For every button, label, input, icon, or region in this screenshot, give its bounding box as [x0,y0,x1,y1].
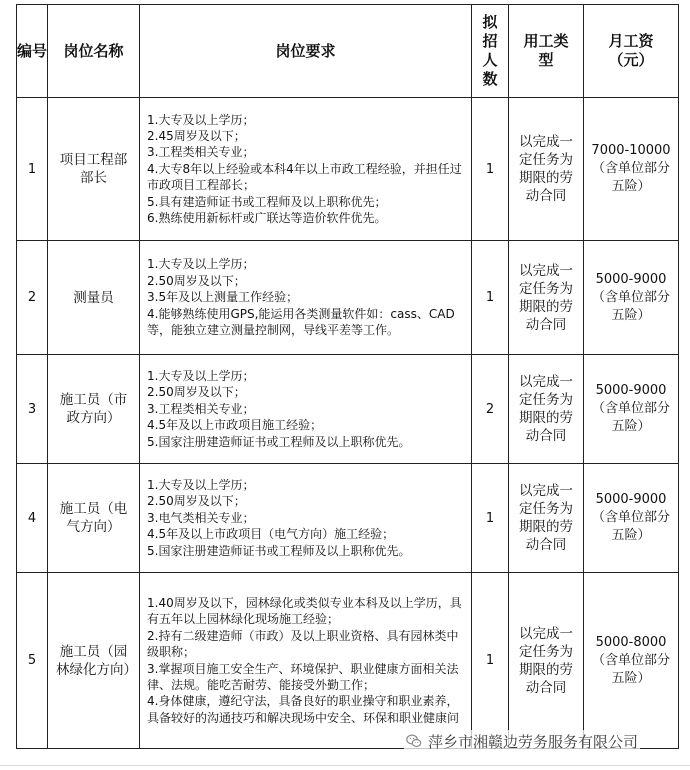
requirement-line: 3.工程类相关专业； [147,145,255,160]
table-row [17,355,679,464]
requirement-line: 4.5年及以上市政项目（电气方向）施工经验； [147,527,395,542]
row-number: 5 [17,573,48,749]
row-number: 1 [17,98,48,241]
row-salary: 5000-8000（含单位部分五险） [584,573,679,749]
row-requirements [140,98,472,241]
requirement-line: 6.熟练使用新标杆或广联达等造价软件优先。 [147,211,387,226]
requirement-line: 5.具有建造师证书或工程师及以上职称优先； [147,194,387,209]
requirement-line: 4.能够熟练使用GPS,能运用各类测量软件如：cass、CAD等，能独立建立测量控制网，导线平差等工作。 [147,306,455,338]
row-requirements [140,464,472,573]
row-employment-type: 以完成一定任务为期限的劳动合同 [509,464,584,573]
row-position: 测量员 [48,241,140,355]
requirement-line: 2.50周岁及以下； [147,494,246,509]
row-position: 施工员（园林绿化方向） [48,573,140,749]
wechat-icon [406,733,422,749]
watermark-text: 萍乡市湘赣边劳务服务有限公司 [428,732,639,751]
row-employment-type: 以完成一定任务为期限的劳动合同 [509,355,584,464]
row-position: 项目工程部部长 [48,98,140,241]
row-salary: 5000-9000（含单位部分五险） [584,241,679,355]
requirement-line: 1.大专及以上学历； [147,368,255,383]
requirement-line: 1.40周岁及以下，园林绿化或类似专业本科及以上学历，具有五年以上园林绿化现场施工经验； [147,595,462,627]
table-row [17,241,679,355]
requirement-line: 3.掌握项目施工安全生产、环境保护、职业健康方面相关法律、法规。能吃苦耐劳、能接受外勤工作； [147,661,459,692]
requirement-line: 3.工程类相关专业； [147,401,255,416]
header-salary: 月工资（元） [584,5,679,98]
row-employment-type: 以完成一定任务为期限的劳动合同 [509,241,584,355]
row-employment-type: 以完成一定任务为期限的劳动合同 [509,573,584,749]
table-row [17,464,679,573]
header-employment-type: 用工类型 [509,5,584,98]
row-employment-type: 以完成一定任务为期限的劳动合同 [509,98,584,241]
table-row [17,573,679,749]
row-number: 3 [17,355,48,464]
row-headcount: 1 [472,573,509,749]
row-salary: 5000-9000（含单位部分五险） [584,464,679,573]
requirement-line: 3.5年及以上测量工作经验； [147,290,299,305]
header-number: 编号 [17,5,48,98]
row-salary: 7000-10000（含单位部分五险） [584,98,679,241]
table-row [17,98,679,241]
row-position: 施工员（电气方向） [48,464,140,573]
requirement-line: 1.大专及以上学历； [147,257,255,272]
row-headcount: 1 [472,241,509,355]
row-headcount: 2 [472,355,509,464]
requirement-line: 1.大专及以上学历； [147,477,255,492]
row-requirements [140,355,472,464]
row-headcount: 1 [472,464,509,573]
header-requirements: 岗位要求 [140,5,472,98]
header-headcount: 拟招人数 [472,5,509,98]
watermark [404,730,640,752]
requirement-line: 2.持有二级建造师（市政）及以上职业资格、具有园林类中级职称； [147,628,459,660]
requirement-line: 5.国家注册建造师证书或工程师及以上职称优先。 [147,543,411,558]
requirement-line: 3.电气类相关专业； [147,510,255,525]
row-number: 4 [17,464,48,573]
job-table [16,4,679,749]
row-number: 2 [17,241,48,355]
row-requirements [140,241,472,355]
requirement-line: 2.50周岁及以下； [147,385,246,400]
row-headcount: 1 [472,98,509,241]
requirement-line: 4.5年及以上市政项目施工经验； [147,418,323,433]
requirement-line: 1.大专及以上学历； [147,112,255,127]
divider [0,765,690,766]
header-row [17,5,679,98]
requirement-line: 5.国家注册建造师证书或工程师及以上职称优先。 [147,434,411,449]
row-requirements [140,573,472,749]
header-position: 岗位名称 [48,5,140,98]
requirement-line: 2.50周岁及以下； [147,273,246,288]
row-position: 施工员（市政方向） [48,355,140,464]
requirement-line: 4.身体健康，遵纪守法，具备良好的职业操守和职业素养，具备较好的沟通技巧和解决现场中安全、环保和职业健康问 [147,694,460,725]
requirement-line: 2.45周岁及以下； [147,128,246,143]
row-salary: 5000-9000（含单位部分五险） [584,355,679,464]
requirement-line: 4.大专8年以上经验或本科4年以上市政工程经验，并担任过市政项目工程部长； [147,161,462,193]
